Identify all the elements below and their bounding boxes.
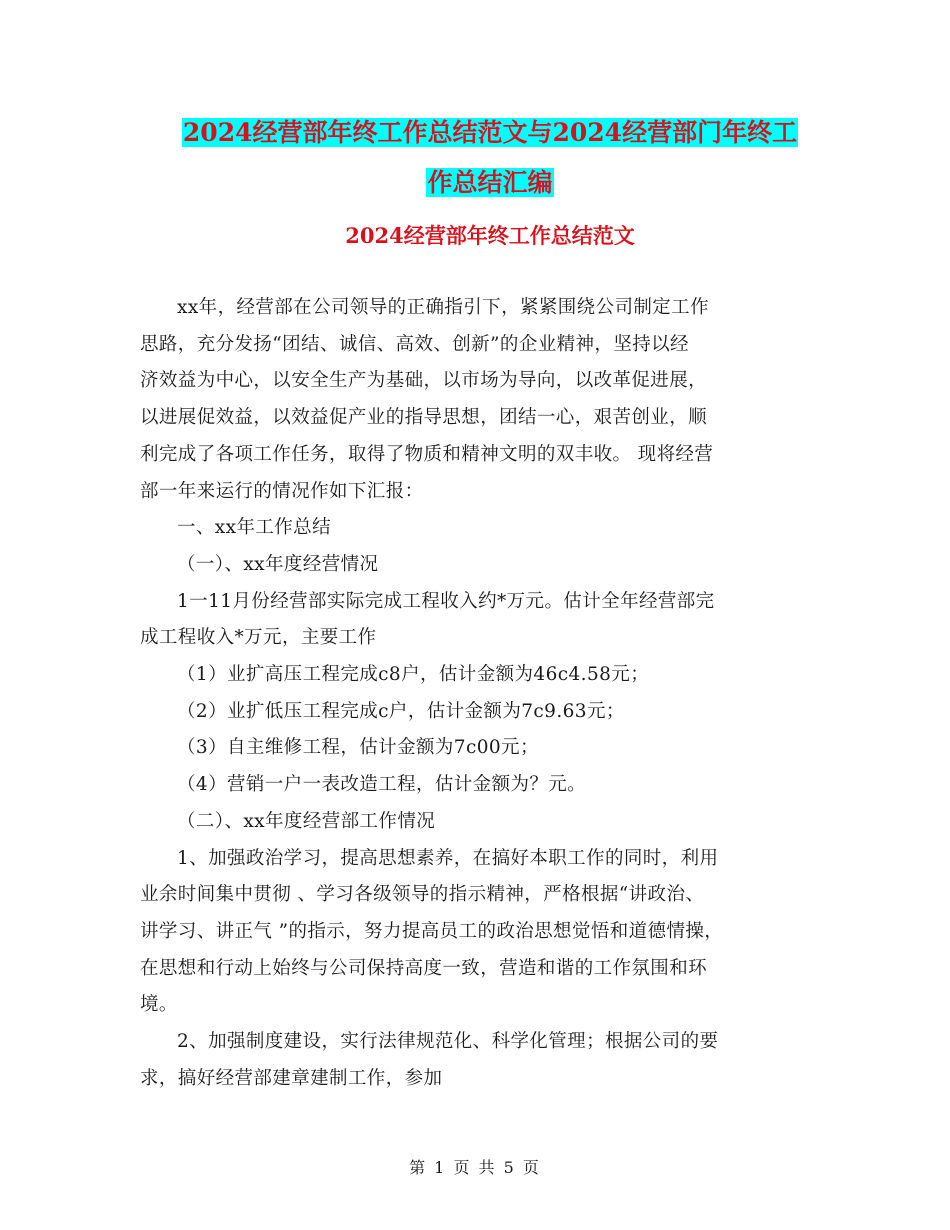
body-line: 利完成了各项工作任务，取得了物质和精神文明的双丰收。 现将经营 (140, 443, 714, 465)
document-main-title (140, 108, 840, 208)
body-line: 1、加强政治学习，提高思想素养，在搞好本职工作的同时，利用 (177, 847, 719, 869)
list-item: （3）自主维修工程，估计金额为7c00元； (177, 737, 539, 759)
body-line: 在思想和行动上始终与公司保持高度一致，营造和谐的工作氛围和环 (140, 957, 708, 979)
body-line: 成工程收入*万元，主要工作 (140, 627, 377, 649)
body-line: 境。 (140, 994, 178, 1016)
body-line: 2、加强制度建设，实行法律规范化、科学化管理；根据公司的要 (177, 1031, 719, 1053)
body-line: 求，搞好经营部建章建制工作，参加 (140, 1067, 443, 1089)
subsection-title: （二）、xx年度经营部工作情况 (177, 810, 436, 832)
main-title-line-1: 2024经营部年终工作总结范文与2024经营部门年终工 (182, 118, 798, 147)
list-item: （4）营销一户一表改造工程，估计金额为？元。 (177, 774, 587, 796)
section-title: 一、xx年工作总结 (177, 517, 331, 539)
body-line: 济效益为中心，以安全生产为基础，以市场为导向，以改革促进展， (140, 370, 708, 392)
body-line: 以进展促效益，以效益促产业的指导思想，团结一心，艰苦创业，顺 (140, 407, 708, 429)
document-body (140, 290, 808, 1097)
body-line: 业余时间集中贯彻 、学习各级领导的指示精神，严格根据“讲政治、 (140, 884, 705, 906)
list-item: （1）业扩高压工程完成c8户，估计金额为46c4.58元； (177, 664, 650, 686)
section-heading: 2024经营部年终工作总结范文 (345, 223, 635, 248)
body-line: xx年，经营部在公司领导的正确指引下，紧紧围绕公司制定工作 (177, 297, 709, 318)
body-line: 部一年来运行的情况作如下汇报： (140, 480, 424, 502)
subsection-title: （一）、xx年度经营情况 (177, 553, 379, 575)
body-line: 1一11月份经营部实际完成工程收入约*万元。估计全年经营部完 (177, 590, 715, 612)
page-number-footer: 第 1 页 共 5 页 (409, 1158, 541, 1177)
body-line: 讲学习、讲正气 ”的指示，努力提高员工的政治思想觉悟和道德情操， (140, 920, 724, 942)
main-title-line-2: 作总结汇编 (427, 168, 553, 197)
list-item: （2）业扩低压工程完成c户，估计金额为7c9.63元； (177, 700, 625, 722)
body-line: 思路，充分发扬“团结、诚信、高效、创新”的企业精神，坚持以经 (140, 333, 689, 355)
